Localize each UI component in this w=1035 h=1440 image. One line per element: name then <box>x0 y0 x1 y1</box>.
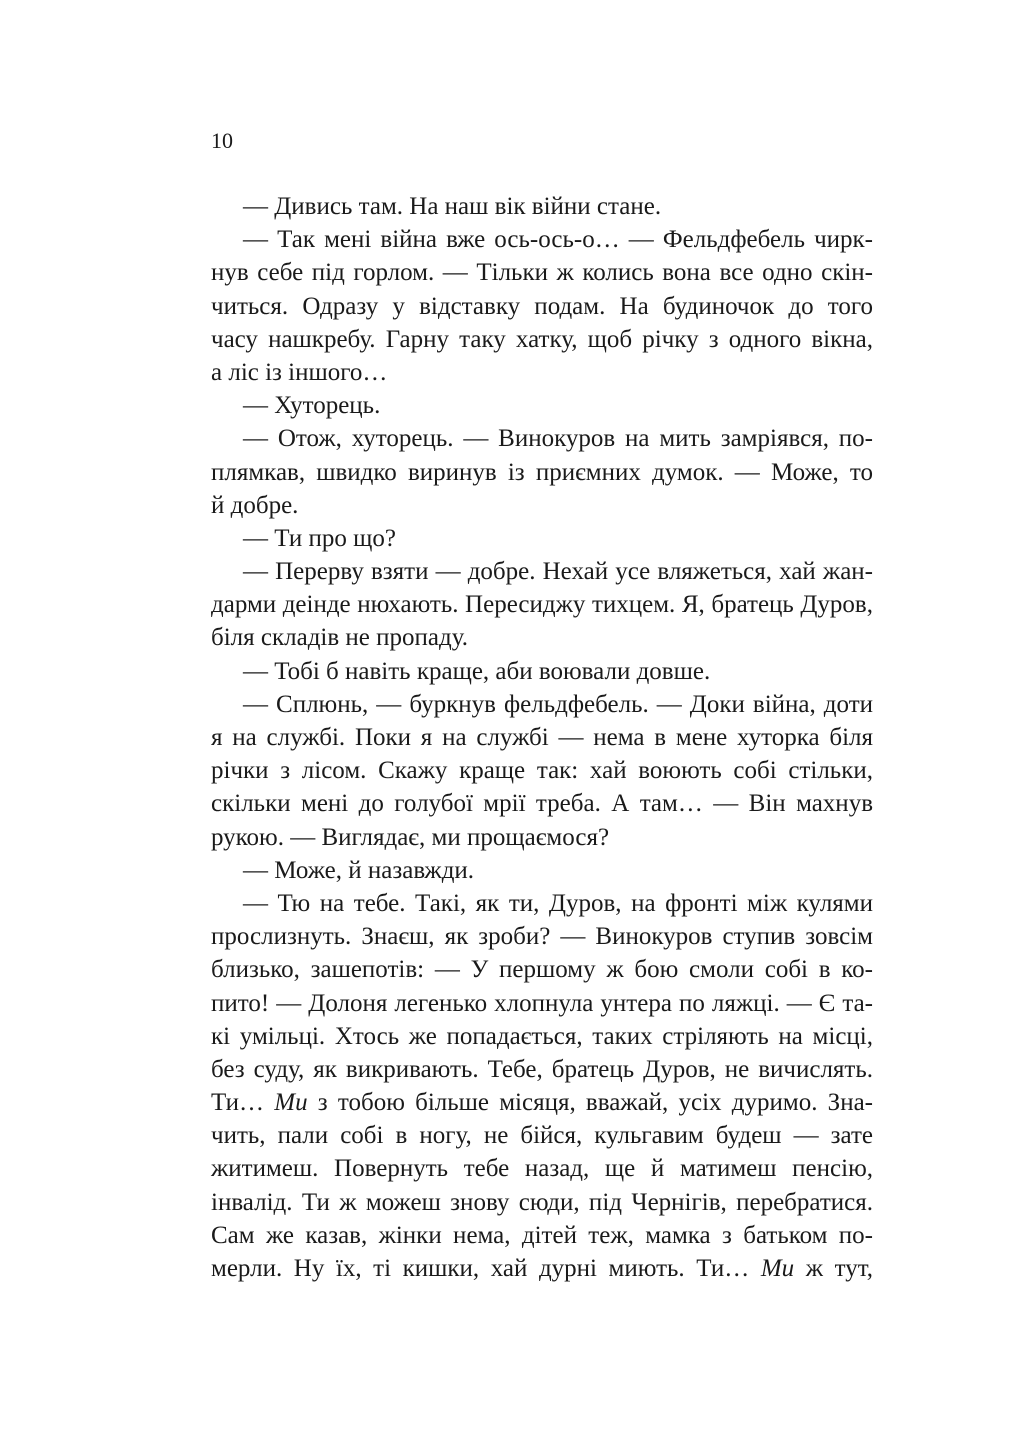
text-line: чить, пали собі в ногу, не бійся, кульгавим будеш — зате <box>211 1122 873 1150</box>
text-line: житимеш. Повернуть тебе назад, ще й матимеш пенсію, <box>211 1155 873 1183</box>
text-line: — Дивись там. На наш вік війни стане. <box>243 193 662 220</box>
text-segment: Ти… <box>211 1089 275 1117</box>
text-line: нув себе під горлом. — Тільки ж колись вона все одно скін- <box>211 259 873 287</box>
text-segment: з тобою більше місяця, вважай, усіх дуримо. Зна- <box>307 1089 873 1117</box>
text-line: читься. Одразу у відставку подам. На будиночок до того <box>211 292 873 320</box>
text-line: — Отож, хуторець. — Винокуров на мить замріявся, по- <box>243 425 873 453</box>
text-line: — Ти про що? <box>243 524 397 552</box>
text-line: річки з лісом. Скажу краще так: хай воюють собі стільки, <box>211 757 873 785</box>
page-number: 10 <box>211 128 233 153</box>
text-line: а ліс із іншого… <box>211 358 388 386</box>
text-line: без суду, як викривають. Тебе, братець Дуров, не вичислять. <box>211 1055 873 1083</box>
italic-emphasis: Ми <box>760 1255 795 1282</box>
text-line: близько, зашепотів: — У першому ж бою смоли собі в ко- <box>211 956 873 984</box>
text-line: плямкав, швидко виринув із приємних думок. — Може, то <box>211 458 873 486</box>
text-line: й добре. <box>211 491 299 519</box>
text-line: дарми деінде нюхають. Пересиджу тихцем. Я, братець Дуров, <box>211 591 873 619</box>
text-line: прослизнуть. Знаєш, як зроби? — Винокуров ступив зовсім <box>211 923 873 951</box>
text-segment: ж тут, <box>794 1255 873 1282</box>
text-line: пито! — Долоня легенько хлопнула унтера по ляжці. — Є та- <box>211 989 873 1017</box>
text-line: — Сплюнь, — буркнув фельдфебель. — Доки війна, доти <box>243 690 873 718</box>
text-line: біля складів не пропаду. <box>211 624 468 652</box>
text-line: кі умільці. Хтось же попадається, таких стріляють на місці, <box>211 1022 873 1050</box>
text-line: скільки мені до голубої мрії треба. А там… — Він махнув <box>211 790 873 818</box>
text-line: Сам же казав, жінки нема, дітей теж, мамка з батьком по- <box>211 1221 873 1249</box>
text-segment: мерли. Ну їх, ті кишки, хай дурні миють. Ти… <box>211 1255 761 1282</box>
text-line: часу нашкребу. Гарну таку хатку, щоб річку з одного вікна, <box>211 325 873 353</box>
text-line: — Перерву взяти — добре. Нехай усе вляжеться, хай жан- <box>243 558 873 586</box>
text-line: — Може, й назавжди. <box>243 856 475 884</box>
text-line: — Тю на тебе. Такі, як ти, Дуров, на фронті між кулями <box>243 889 873 917</box>
text-line: — Тобі б навіть краще, аби воювали довше. <box>243 657 711 685</box>
italic-emphasis: Ми <box>274 1089 308 1117</box>
text-line: рукою. — Виглядає, ми прощаємося? <box>211 823 610 851</box>
text-line <box>211 1252 873 1285</box>
text-line <box>211 1086 873 1119</box>
text-line: — Так мені війна вже ось-ось-о… — Фельдфебель чирк- <box>243 226 873 254</box>
body-text <box>211 190 873 1285</box>
text-line: інвалід. Ти ж можеш знову сюди, під Чернігів, перебратися. <box>211 1188 873 1216</box>
text-line: — Хуторець. <box>243 392 381 420</box>
text-line: я на службі. Поки я на службі — нема в мене хуторка біля <box>211 724 873 751</box>
